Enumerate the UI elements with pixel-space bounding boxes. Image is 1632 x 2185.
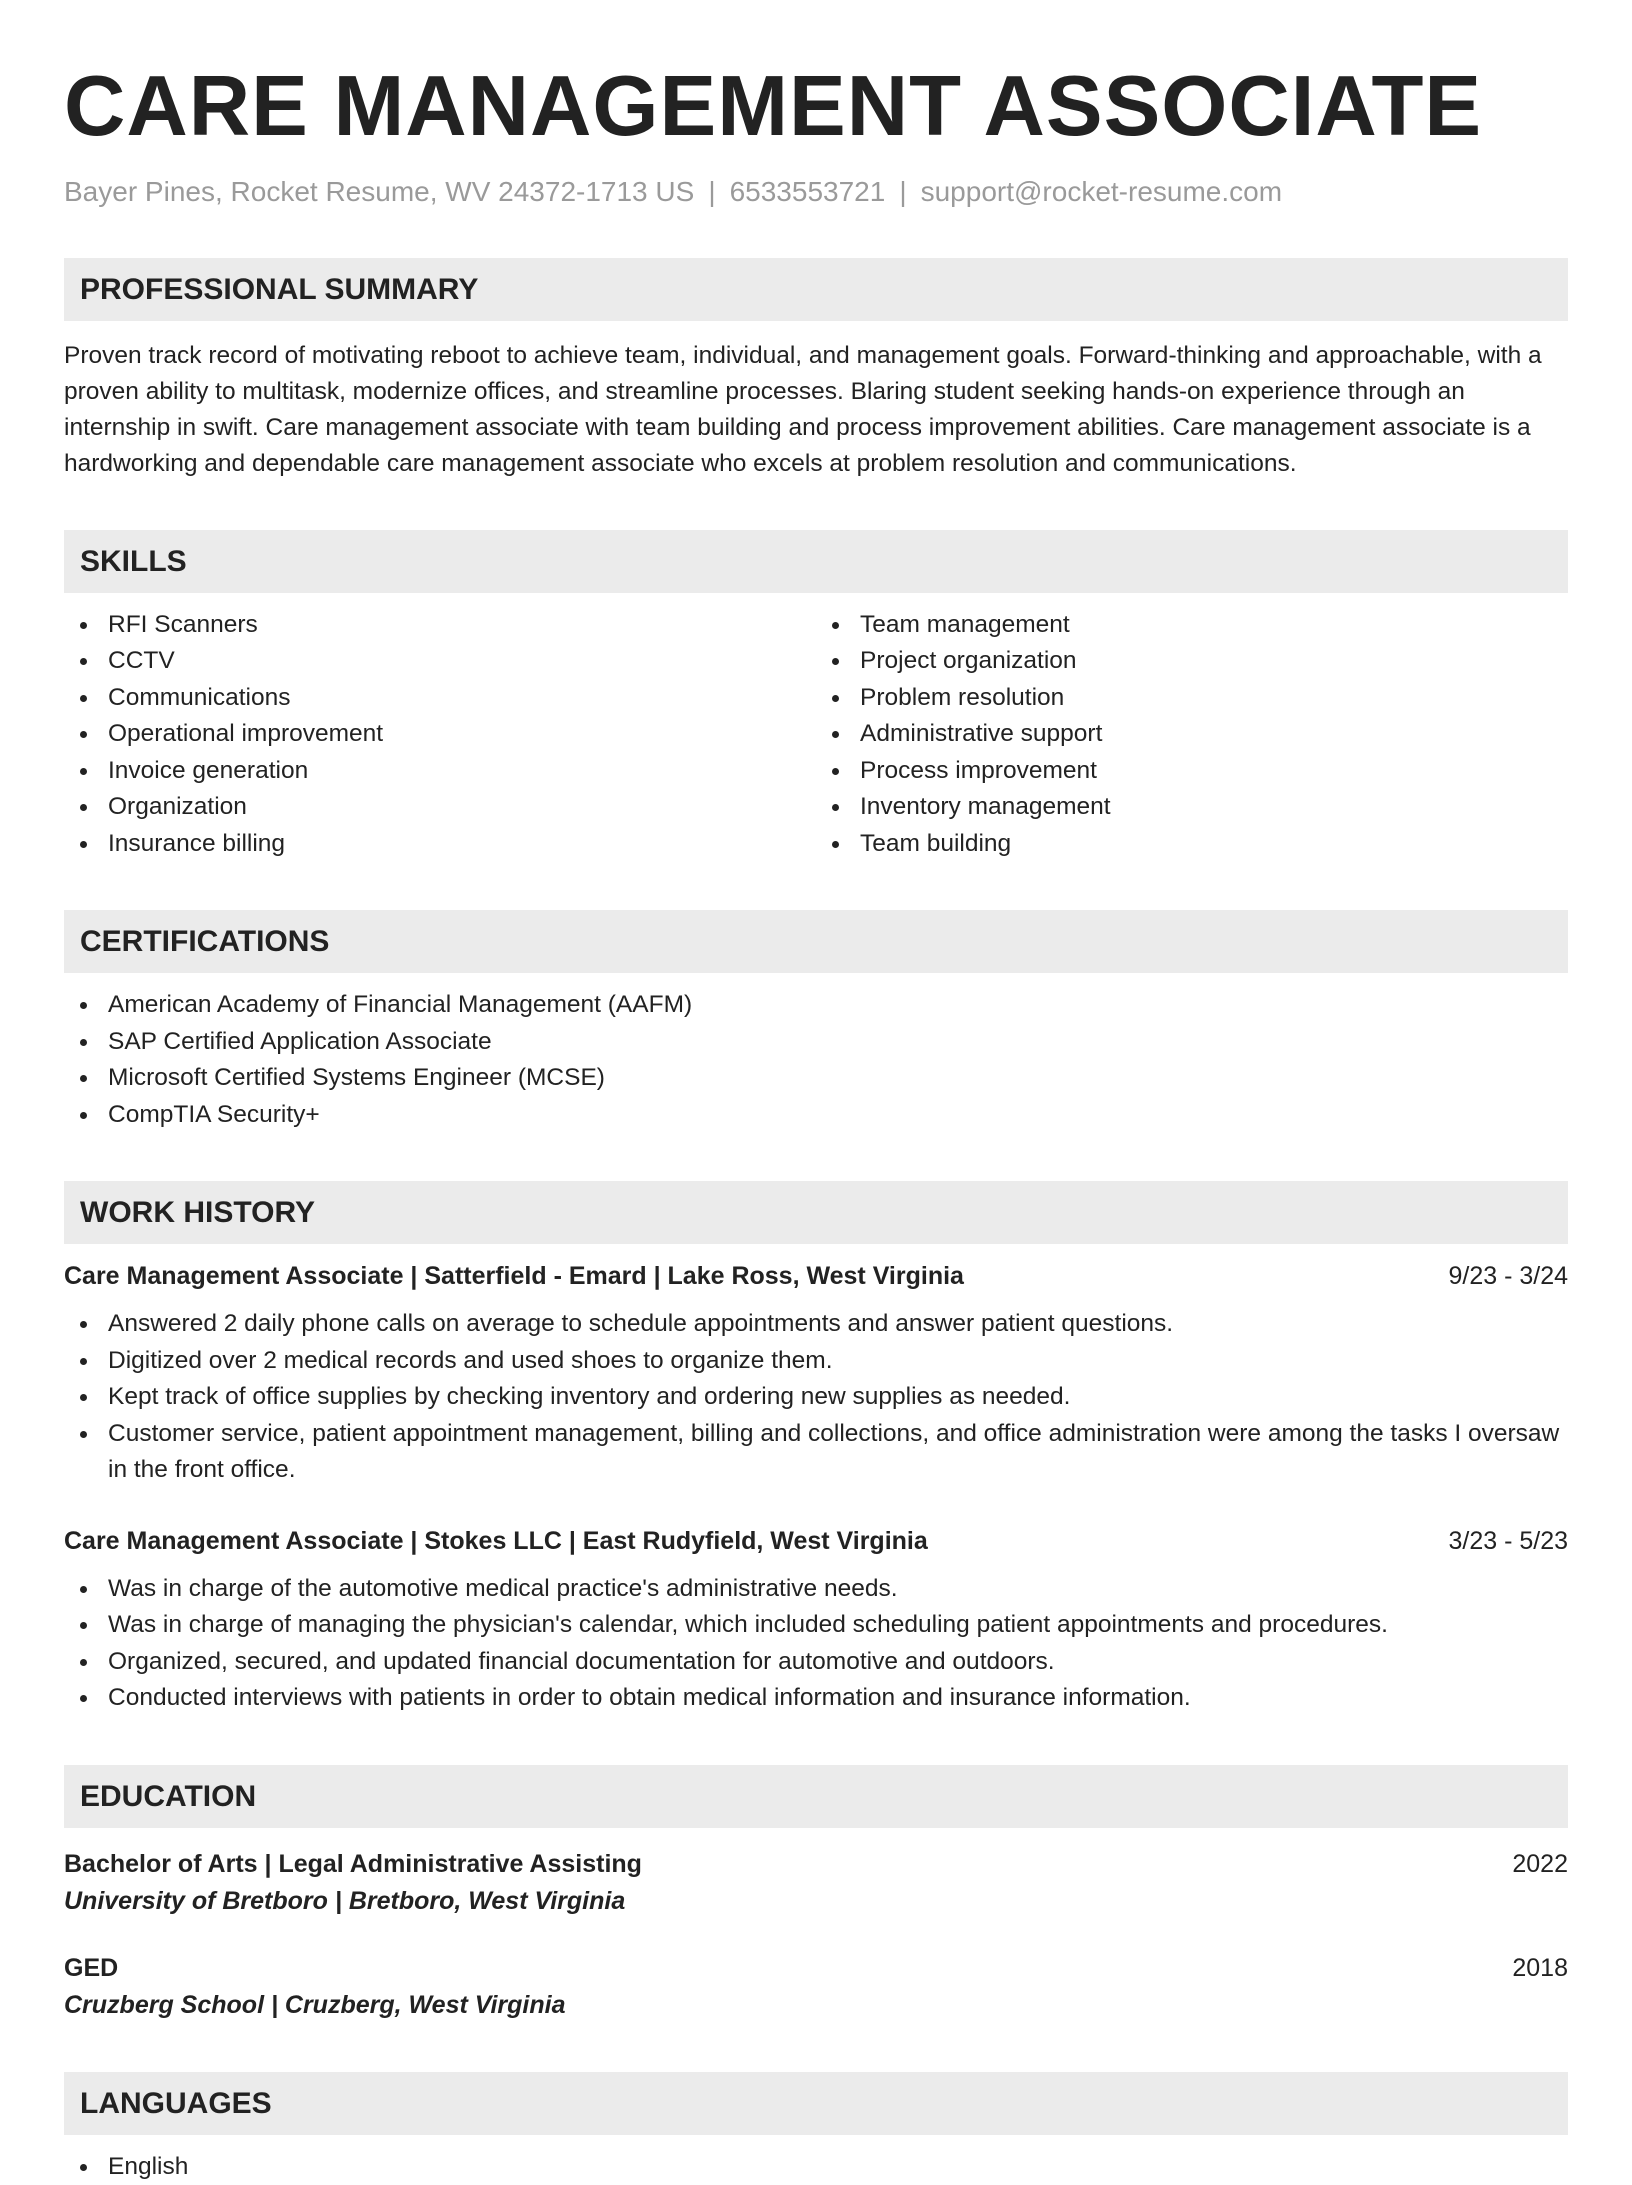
contact-email[interactable]: support@rocket-resume.com [920,175,1283,207]
skill-item: Insurance billing [64,826,816,863]
certification-item: American Academy of Financial Management (AAFM) [64,987,1568,1024]
skill-item: Invoice generation [64,753,816,790]
job-bullet: Was in charge of managing the physician's calendar, which included scheduling patient appointments and procedures. [64,1607,1568,1644]
job-header [64,1258,1568,1294]
contact-separator: | [708,175,716,207]
education-section [64,1765,1568,2024]
summary-text: Proven track record of motivating reboot to achieve team, individual, and management goals. Forward-thinking and approachable, with a proven ability to multitask, modernize offices, and streamline processes. Blaring student seeking hands-on experience through an internship in swift. Care management associate with team building and process improvement abilities. Care management associate is a hardworking and dependable care management associate who excels at problem resolution and communications. [64,341,1542,477]
skill-item: Inventory management [816,789,1568,826]
skills-section [64,530,1568,863]
job-header [64,1523,1568,1559]
certification-item: Microsoft Certified Systems Engineer (MCSE) [64,1060,1568,1097]
work-history-section [64,1181,1568,1717]
education-entry [64,1846,1568,1920]
skill-item: Operational improvement [64,716,816,753]
skills-list-right [816,607,1568,863]
skill-item: Team building [816,826,1568,863]
graduation-year: 2018 [1512,1953,1568,1982]
skill-item: Problem resolution [816,680,1568,717]
certification-item: CompTIA Security+ [64,1097,1568,1134]
skill-item: Administrative support [816,716,1568,753]
school: University of Bretboro | Bretboro, West Virginia [64,1886,626,1915]
summary-section [64,258,1568,482]
section-heading: LANGUAGES [64,2072,1568,2135]
education-header [64,1846,1568,1882]
job-dates: 9/23 - 3/24 [1448,1262,1568,1291]
job-bullet: Kept track of office supplies by checking inventory and ordering new supplies as needed. [64,1379,1568,1416]
graduation-year: 2022 [1512,1849,1568,1878]
job-bullet: Digitized over 2 medical records and used shoes to organize them. [64,1343,1568,1380]
job-bullet: Organized, secured, and updated financial documentation for automotive and outdoors. [64,1644,1568,1681]
job-bullet: Customer service, patient appointment management, billing and collections, and office administration were among the tasks I oversaw in the front office. [64,1416,1568,1489]
job-bullet: Answered 2 daily phone calls on average to schedule appointments and answer patient questions. [64,1306,1568,1343]
skill-item: Project organization [816,643,1568,680]
section-heading: EDUCATION [64,1765,1568,1828]
certifications-list [64,987,1568,1133]
candidate-name: CARE MANAGEMENT ASSOCIATE [64,59,1483,154]
language-item: English [64,2149,1568,2185]
section-heading: PROFESSIONAL SUMMARY [64,258,1568,321]
degree: GED [64,1953,119,1982]
job-bullet: Conducted interviews with patients in order to obtain medical information and insurance information. [64,1680,1568,1717]
degree: Bachelor of Arts | Legal Administrative Assisting [64,1849,642,1878]
skill-item: Process improvement [816,753,1568,790]
job-title: Care Management Associate | Stokes LLC | East Rudyfield, West Virginia [64,1526,928,1555]
education-entry [64,1950,1568,2024]
job-bullets [64,1306,1568,1489]
job-title: Care Management Associate | Satterfield - Emard | Lake Ross, West Virginia [64,1262,964,1291]
school: Cruzberg School | Cruzberg, West Virginia [64,1990,566,2019]
languages-list [64,2149,1568,2185]
contact-separator: | [899,175,907,207]
skills-list-left [64,607,816,863]
certifications-section [64,910,1568,1133]
contact-phone: 6533553721 [729,175,886,207]
skill-item: Team management [816,607,1568,644]
section-heading: SKILLS [64,530,1568,593]
section-heading: WORK HISTORY [64,1181,1568,1244]
section-heading: CERTIFICATIONS [64,910,1568,973]
skill-item: Communications [64,680,816,717]
contact-address: Bayer Pines, Rocket Resume, WV 24372-1713 US [64,175,695,207]
languages-section [64,2072,1568,2185]
certification-item: SAP Certified Application Associate [64,1024,1568,1061]
job-bullet: Was in charge of the automotive medical practice's administrative needs. [64,1571,1568,1608]
contact-line [64,176,1568,208]
education-header [64,1950,1568,1986]
job-bullets [64,1571,1568,1717]
skill-item: Organization [64,789,816,826]
job-entry [64,1258,1568,1489]
job-entry [64,1523,1568,1717]
skill-item: RFI Scanners [64,607,816,644]
skill-item: CCTV [64,643,816,680]
job-dates: 3/23 - 5/23 [1448,1526,1568,1555]
skills-columns [64,593,1568,863]
